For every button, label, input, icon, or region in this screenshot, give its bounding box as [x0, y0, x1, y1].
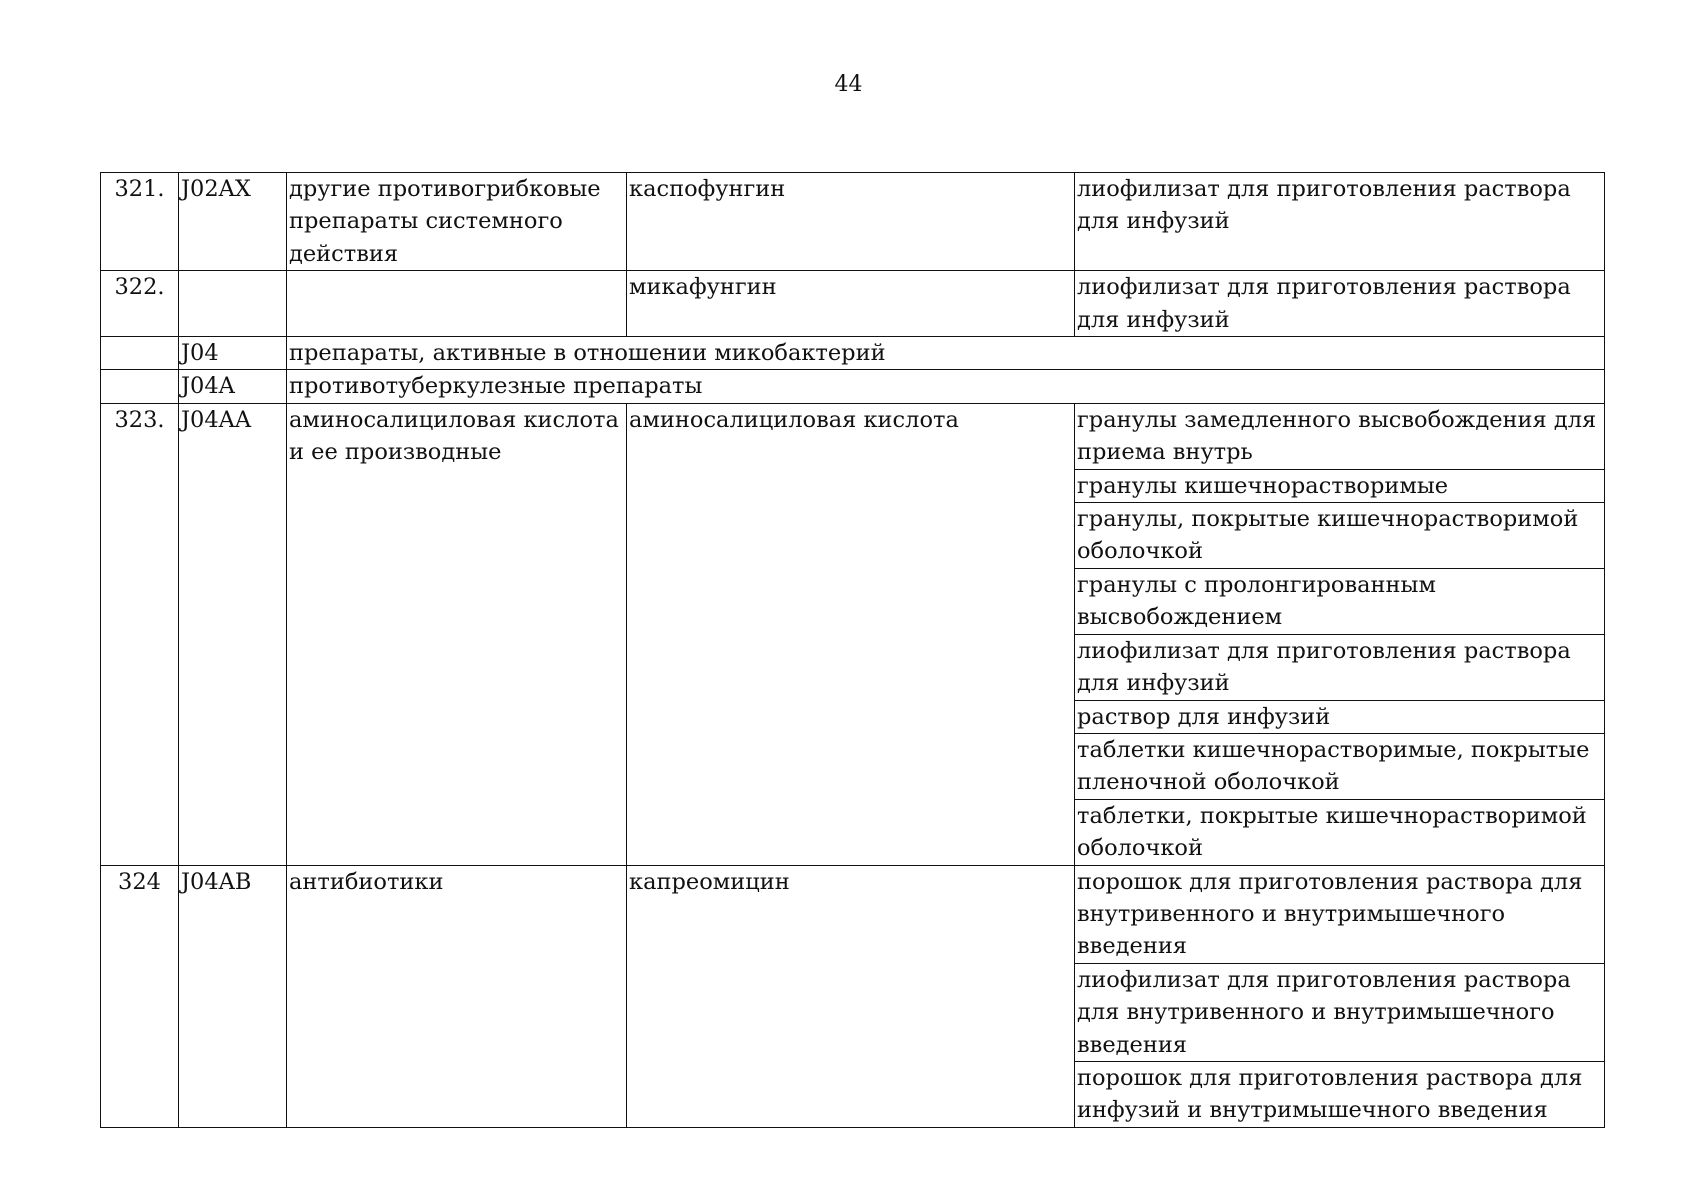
row-number: 321.	[101, 173, 179, 271]
dosage-form: таблетки кишечнорастворимые, покрытые пленочной оболочкой	[1075, 733, 1605, 799]
dosage-form: гранулы с пролонгированным высвобождением	[1075, 568, 1605, 634]
dosage-form: раствор для инфузий	[1075, 700, 1605, 733]
dosage-form: лиофилизат для приготовления раствора для инфузий	[1075, 271, 1605, 337]
drug-table	[100, 172, 1605, 1128]
atc-code: J04AA	[179, 403, 287, 865]
atc-code: J04	[179, 337, 287, 370]
dosage-form: таблетки, покрытые кишечнорастворимой оболочкой	[1075, 799, 1605, 865]
table-row	[101, 865, 1605, 963]
group-name	[287, 271, 627, 337]
table-heading-row	[101, 370, 1605, 403]
table-row	[101, 173, 1605, 271]
drug-name: каспофунгин	[627, 173, 1075, 271]
dosage-form: лиофилизат для приготовления раствора для инфузий	[1075, 634, 1605, 700]
table-row	[101, 271, 1605, 337]
drug-name: капреомицин	[627, 865, 1075, 1127]
dosage-form: гранулы замедленного высвобождения для приема внутрь	[1075, 403, 1605, 469]
dosage-form: порошок для приготовления раствора для инфузий и внутримышечного введения	[1075, 1061, 1605, 1127]
dosage-form: лиофилизат для приготовления раствора для инфузий	[1075, 173, 1605, 271]
atc-code: J02AX	[179, 173, 287, 271]
row-number: 322.	[101, 271, 179, 337]
row-number: 324	[101, 865, 179, 1127]
dosage-form: гранулы кишечнорастворимые	[1075, 469, 1605, 502]
dosage-form: лиофилизат для приготовления раствора для внутривенного и внутримышечного введения	[1075, 963, 1605, 1061]
drug-name: микафунгин	[627, 271, 1075, 337]
page-number: 44	[834, 72, 863, 97]
table-row	[101, 403, 1605, 469]
group-name: антибиотики	[287, 865, 627, 1127]
dosage-form: порошок для приготовления раствора для внутривенного и внутримышечного введения	[1075, 865, 1605, 963]
row-number-empty	[101, 337, 179, 370]
group-name: аминосалициловая кислота и ее производные	[287, 403, 627, 865]
table-heading-row	[101, 337, 1605, 370]
atc-code	[179, 271, 287, 337]
group-name: другие противогрибковые препараты системного действия	[287, 173, 627, 271]
atc-code: J04A	[179, 370, 287, 403]
group-heading: противотуберкулезные препараты	[287, 370, 1605, 403]
atc-code: J04AB	[179, 865, 287, 1127]
dosage-form: гранулы, покрытые кишечнорастворимой оболочкой	[1075, 503, 1605, 569]
drug-name: аминосалициловая кислота	[627, 403, 1075, 865]
group-heading: препараты, активные в отношении микобактерий	[287, 337, 1605, 370]
row-number: 323.	[101, 403, 179, 865]
row-number-empty	[101, 370, 179, 403]
